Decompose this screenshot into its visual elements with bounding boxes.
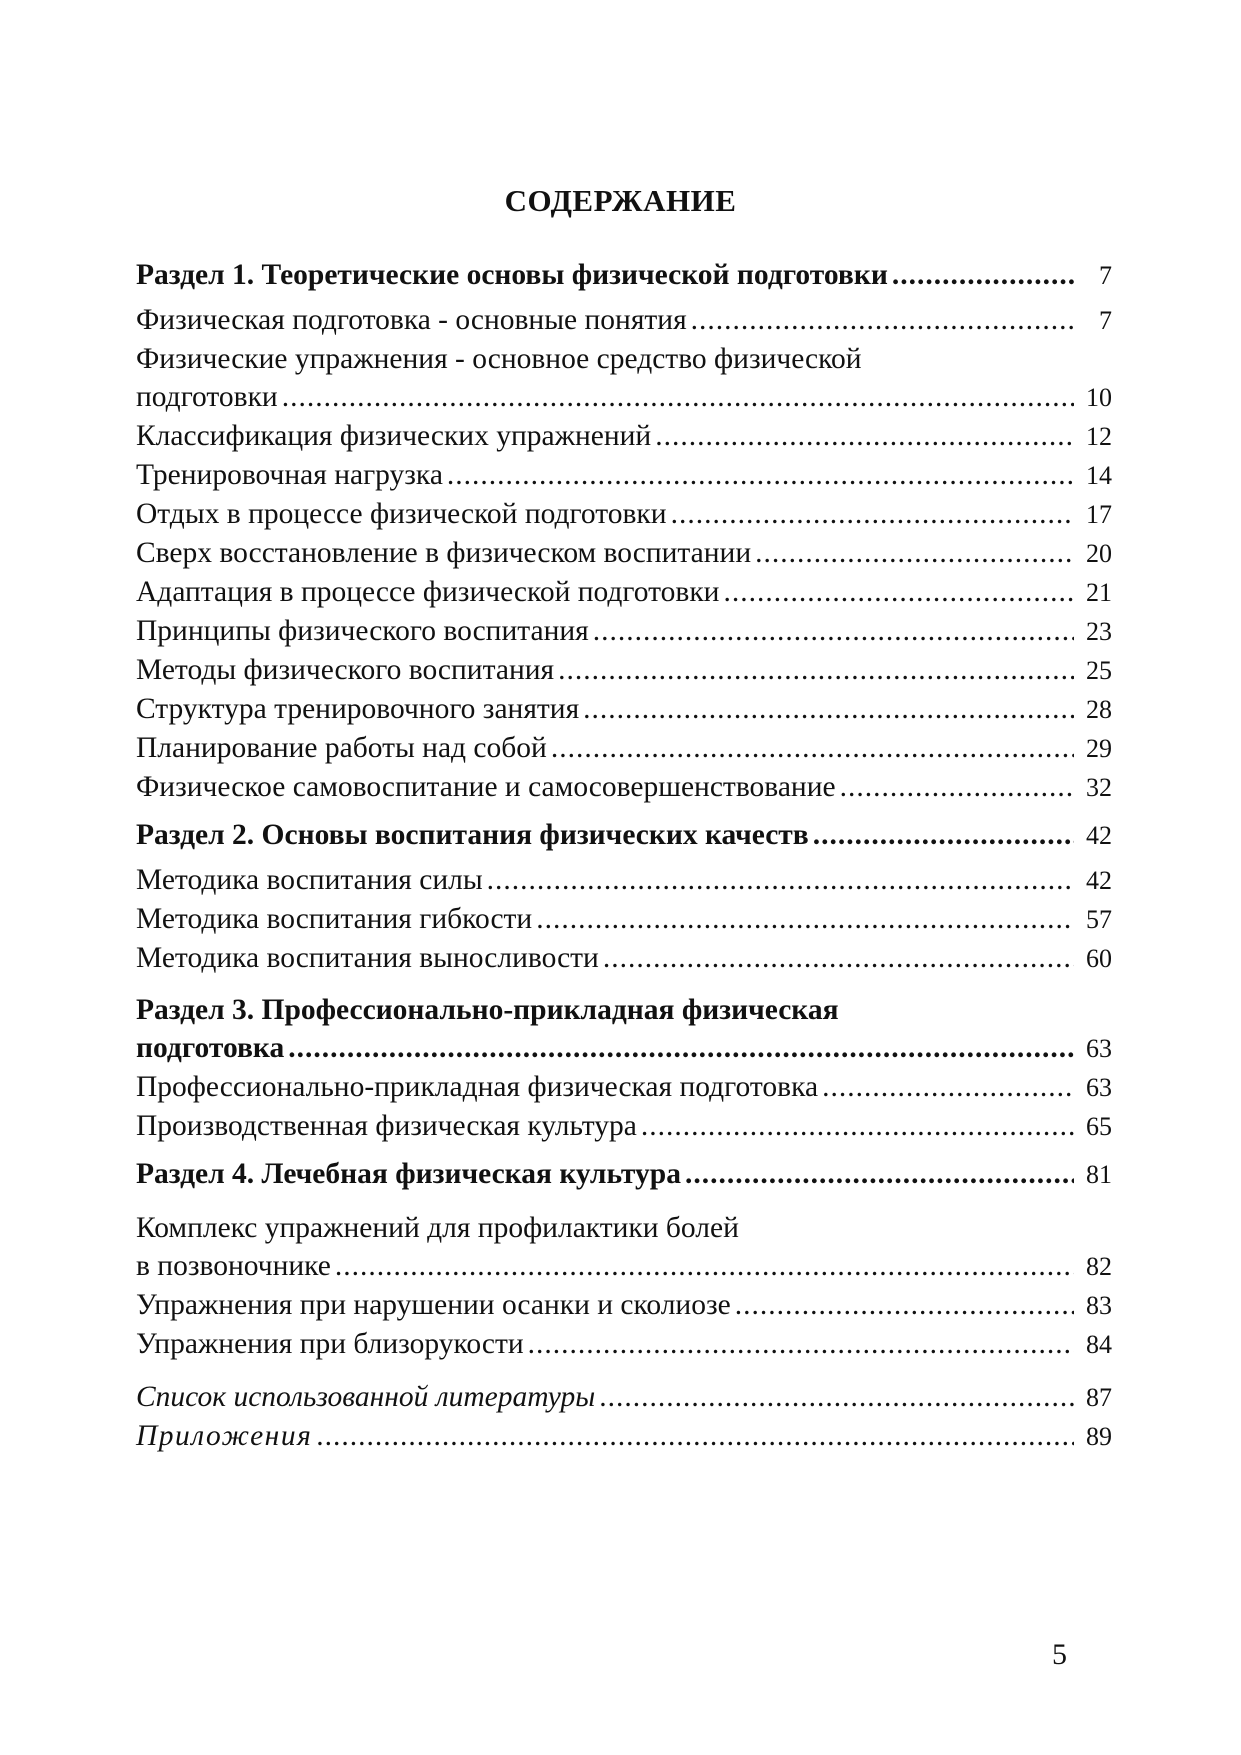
toc-item[interactable]: [136, 1247, 1112, 1286]
dot-leader: [447, 456, 1074, 494]
toc-page-number: 87: [1086, 1383, 1112, 1412]
toc-page-number: 42: [1086, 821, 1112, 850]
toc-page-number: 60: [1086, 944, 1112, 973]
dot-leader: [813, 816, 1074, 854]
dot-leader: [335, 1247, 1074, 1285]
toc-page-number: 14: [1086, 461, 1112, 490]
toc-item[interactable]: [136, 729, 1112, 768]
toc-page-number: 84: [1086, 1330, 1112, 1359]
toc-item-label: Адаптация в процессе физической подготовки: [136, 576, 720, 608]
toc-item-label: Список использованной литературы: [136, 1381, 596, 1413]
toc-item-label: Принципы физического воспитания: [136, 615, 589, 647]
toc-item[interactable]: [136, 861, 1112, 900]
toc-item-label: Методы физического воспитания: [136, 654, 555, 686]
toc-page-number: 81: [1086, 1160, 1112, 1189]
dot-leader: [755, 534, 1074, 572]
toc-page-number: 10: [1086, 383, 1112, 412]
toc-section-3-first-line[interactable]: Раздел 3. Профессионально-прикладная физическая: [136, 994, 839, 1026]
table-of-contents: [136, 256, 1112, 1456]
toc-page-number: 65: [1086, 1112, 1112, 1141]
toc-item-label: Планирование работы над собой: [136, 732, 547, 764]
dot-leader: [551, 729, 1074, 767]
dot-leader: [583, 690, 1074, 728]
toc-page-number: 12: [1086, 422, 1112, 451]
toc-page-number: 23: [1086, 617, 1112, 646]
toc-page-number: 42: [1086, 866, 1112, 895]
toc-page-number: 17: [1086, 500, 1112, 529]
toc-item[interactable]: [136, 1286, 1112, 1325]
toc-page-number: 63: [1086, 1073, 1112, 1102]
toc-item-label: Методика воспитания выносливости: [136, 942, 599, 974]
dot-leader: [536, 900, 1074, 938]
toc-page-number: 63: [1086, 1034, 1112, 1063]
dot-leader: [593, 612, 1074, 650]
dot-leader: [691, 301, 1074, 339]
toc-item[interactable]: [136, 1107, 1112, 1146]
dot-leader: [282, 378, 1074, 416]
toc-item-label: Упражнения при нарушении осанки и сколиозе: [136, 1289, 731, 1321]
toc-page-number: 29: [1086, 734, 1112, 763]
toc-item-label: Структура тренировочного занятия: [136, 693, 580, 725]
toc-page-number: 83: [1086, 1291, 1112, 1320]
toc-page-number: 7: [1099, 261, 1112, 290]
toc-item[interactable]: [136, 1325, 1112, 1364]
toc-section-4[interactable]: [136, 1155, 1112, 1194]
toc-appendices[interactable]: [136, 1417, 1112, 1456]
toc-section-3[interactable]: [136, 1029, 1112, 1068]
toc-item[interactable]: [136, 495, 1112, 534]
toc-item[interactable]: [136, 651, 1112, 690]
toc-item[interactable]: [136, 534, 1112, 573]
toc-section-label: подготовка: [136, 1032, 285, 1064]
toc-item-label: Физическая подготовка - основные понятия: [136, 304, 687, 336]
dot-leader: [288, 1029, 1074, 1067]
dot-leader: [671, 495, 1074, 533]
toc-page-number: 21: [1086, 578, 1112, 607]
toc-item-label: Классификация физических упражнений: [136, 420, 652, 452]
dot-leader: [840, 768, 1074, 806]
toc-item[interactable]: [136, 612, 1112, 651]
toc-section-label: Раздел 2. Основы воспитания физических качеств: [136, 819, 809, 851]
dot-leader: [528, 1325, 1074, 1363]
page-number: 5: [1052, 1638, 1067, 1671]
dot-leader: [641, 1107, 1074, 1145]
toc-item-label: Профессионально-прикладная физическая подготовка: [136, 1071, 819, 1103]
toc-item-label: Физическое самовоспитание и самосовершенствование: [136, 771, 836, 803]
toc-item-first-line[interactable]: Комплекс упражнений для профилактики болей: [136, 1212, 739, 1244]
toc-item[interactable]: [136, 939, 1112, 978]
dot-leader: [603, 939, 1074, 977]
toc-section-2[interactable]: [136, 816, 1112, 855]
toc-item-label: Приложения: [136, 1420, 313, 1452]
dot-leader: [685, 1155, 1074, 1193]
dot-leader: [655, 417, 1074, 455]
toc-item[interactable]: [136, 690, 1112, 729]
toc-item[interactable]: [136, 900, 1112, 939]
toc-item[interactable]: [136, 1068, 1112, 1107]
toc-page-number: 89: [1086, 1422, 1112, 1451]
toc-item-label: Тренировочная нагрузка: [136, 459, 443, 491]
toc-page-number: 32: [1086, 773, 1112, 802]
dot-leader: [822, 1068, 1074, 1106]
toc-item-label: Сверх восстановление в физическом воспитании: [136, 537, 752, 569]
toc-item[interactable]: [136, 573, 1112, 612]
toc-page-number: 28: [1086, 695, 1112, 724]
toc-item[interactable]: [136, 417, 1112, 456]
toc-page-number: 7: [1099, 306, 1112, 335]
toc-item-first-line[interactable]: Физические упражнения - основное средство физической: [136, 343, 862, 375]
toc-page-number: 57: [1086, 905, 1112, 934]
toc-references[interactable]: [136, 1378, 1112, 1417]
toc-item[interactable]: [136, 768, 1112, 807]
toc-item-label: Упражнения при близорукости: [136, 1328, 524, 1360]
dot-leader: [316, 1417, 1074, 1455]
toc-item-label: Методика воспитания гибкости: [136, 903, 533, 935]
toc-item-label: Методика воспитания силы: [136, 864, 483, 896]
dot-leader: [487, 861, 1074, 899]
toc-item-label: Производственная физическая культура: [136, 1110, 637, 1142]
dot-leader: [599, 1378, 1074, 1416]
dot-leader: [723, 573, 1074, 611]
toc-page-number: 82: [1086, 1252, 1112, 1281]
toc-section-1[interactable]: [136, 256, 1112, 295]
dot-leader: [558, 651, 1074, 689]
toc-item-label: подготовки: [136, 381, 278, 413]
toc-item-label: в позвоночнике: [136, 1250, 331, 1282]
toc-item[interactable]: [136, 456, 1112, 495]
toc-item[interactable]: [136, 301, 1112, 340]
page-title: СОДЕРЖАНИЕ: [504, 183, 737, 218]
toc-page-number: 25: [1086, 656, 1112, 685]
dot-leader: [735, 1286, 1074, 1324]
toc-page-number: 20: [1086, 539, 1112, 568]
toc-item[interactable]: [136, 378, 1112, 417]
dot-leader: [892, 256, 1074, 294]
toc-section-label: Раздел 4. Лечебная физическая культура: [136, 1158, 681, 1190]
toc-item-label: Отдых в процессе физической подготовки: [136, 498, 667, 530]
toc-section-label: Раздел 1. Теоретические основы физической подготовки: [136, 259, 888, 291]
